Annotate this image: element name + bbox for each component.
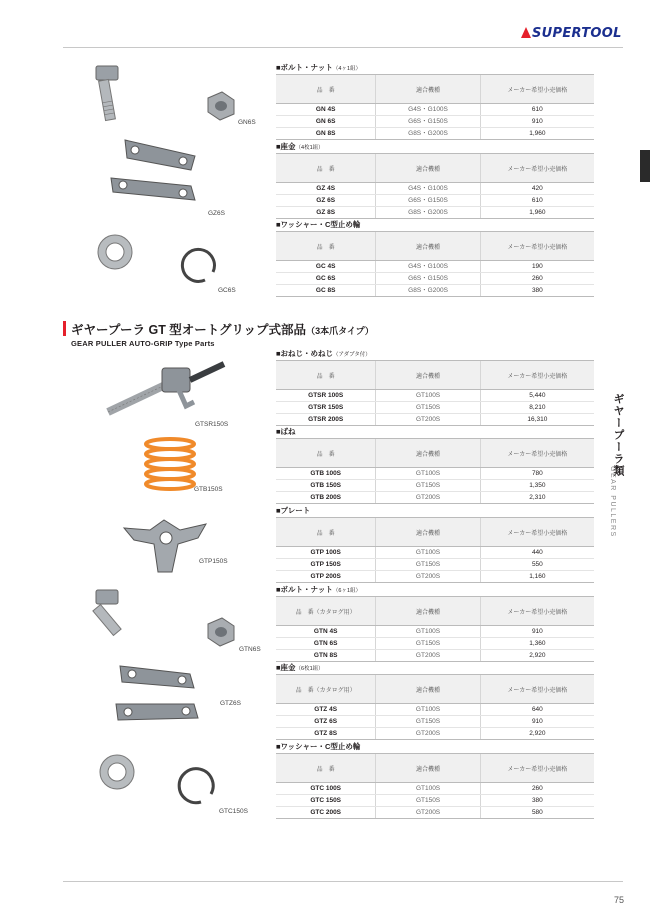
part-number-cell: GZ 6S (276, 195, 376, 207)
part-number-cell: GTN 4S (276, 626, 376, 638)
tri-plate-illustration (120, 514, 210, 578)
column-header: メーカー希望小売価格 (480, 675, 594, 704)
column-header: 品 番 (276, 754, 376, 783)
table-row (276, 116, 594, 128)
price-table (276, 74, 594, 140)
price-cell: 5,440 (480, 390, 594, 402)
table-title-note: （4ヶ1組） (332, 66, 362, 72)
table-row (276, 795, 594, 807)
table-row (276, 716, 594, 728)
column-header: 品 番 (276, 154, 376, 183)
model-cell: G8S・G200S (376, 285, 480, 297)
part-number-cell: GTZ 8S (276, 728, 376, 740)
table-row (276, 492, 594, 504)
model-cell: GT100S (376, 390, 480, 402)
model-cell: G6S・G150S (376, 273, 480, 285)
model-cell: GT200S (376, 492, 480, 504)
parts-table (276, 219, 594, 297)
photo-label-gc6s: GC6S (218, 287, 236, 294)
column-header: 品 番 (276, 361, 376, 390)
price-table (276, 674, 594, 740)
table-row (276, 261, 594, 273)
price-table (276, 596, 594, 662)
table-row (276, 207, 594, 219)
table-row (276, 183, 594, 195)
column-header: メーカー希望小売価格 (480, 597, 594, 626)
table-title (276, 505, 594, 517)
price-table (276, 153, 594, 219)
table-row (276, 728, 594, 740)
model-cell: G8S・G200S (376, 207, 480, 219)
price-cell: 440 (480, 547, 594, 559)
model-cell: G4S・G100S (376, 183, 480, 195)
model-cell: GT100S (376, 547, 480, 559)
table-row (276, 468, 594, 480)
price-cell: 610 (480, 104, 594, 116)
part-number-cell: GC 4S (276, 261, 376, 273)
side-index-tab (640, 150, 650, 182)
parts-table (276, 662, 594, 740)
table-row (276, 273, 594, 285)
part-number-cell: GN 6S (276, 116, 376, 128)
part-number-cell: GTN 6S (276, 638, 376, 650)
column-header: 適合機種 (376, 518, 480, 547)
photo-label-gtc150s: GTC150S (219, 808, 248, 815)
table-title-text: ■座金 (276, 663, 296, 672)
table-title-text: ■ボルト・ナット (276, 63, 333, 72)
price-cell: 910 (480, 626, 594, 638)
washer-cring-gt-illustration (95, 754, 225, 814)
table-row (276, 402, 594, 414)
column-header: 適合機種 (376, 675, 480, 704)
price-table (276, 231, 594, 297)
parts-table (276, 62, 594, 140)
column-header: 適合機種 (376, 232, 480, 261)
model-cell: GT100S (376, 626, 480, 638)
model-cell: GT200S (376, 728, 480, 740)
table-header-row (276, 754, 594, 783)
column-header: メーカー希望小売価格 (480, 361, 594, 390)
part-number-cell: GTP 150S (276, 559, 376, 571)
column-header: 適合機種 (376, 439, 480, 468)
table-row (276, 390, 594, 402)
parts-table (276, 505, 594, 583)
part-number-cell: GC 6S (276, 273, 376, 285)
table-row (276, 626, 594, 638)
table-title-note: （アダプタ付） (333, 352, 371, 358)
price-cell: 610 (480, 195, 594, 207)
photo-label-gtn6s: GTN6S (239, 646, 261, 653)
section-title-jp-note: （3本爪タイプ） (306, 326, 374, 336)
part-number-cell: GTB 150S (276, 480, 376, 492)
price-cell: 780 (480, 468, 594, 480)
price-cell: 550 (480, 559, 594, 571)
table-header-row (276, 439, 594, 468)
table-header-row (276, 75, 594, 104)
table-title-text: ■プレート (276, 506, 311, 515)
table-row (276, 480, 594, 492)
table-title-text: ■ワッシャー・C型止め輪 (276, 220, 361, 229)
price-table (276, 360, 594, 426)
photo-label-gtb150s: GTB150S (194, 486, 223, 493)
column-header: メーカー希望小売価格 (480, 754, 594, 783)
price-cell: 190 (480, 261, 594, 273)
table-row (276, 195, 594, 207)
photo-label-gtsr150s: GTSR150S (195, 421, 229, 428)
part-number-cell: GN 8S (276, 128, 376, 140)
column-header: メーカー希望小売価格 (480, 154, 594, 183)
part-number-cell: GTZ 4S (276, 704, 376, 716)
table-title (276, 62, 594, 74)
table-title (276, 348, 594, 360)
photo-label-gtz6s: GTZ6S (220, 700, 241, 707)
washer-plate-illustration (105, 130, 215, 220)
price-table (276, 753, 594, 819)
table-row (276, 285, 594, 297)
column-header: 適合機種 (376, 75, 480, 104)
column-header: 品 番 (276, 518, 376, 547)
table-title (276, 662, 594, 674)
parts-table (276, 141, 594, 219)
table-title (276, 426, 594, 438)
part-number-cell: GTC 100S (276, 783, 376, 795)
table-row (276, 571, 594, 583)
model-cell: G4S・G100S (376, 104, 480, 116)
price-cell: 2,920 (480, 650, 594, 662)
price-cell: 2,310 (480, 492, 594, 504)
table-title-note: （4枚1組） (295, 145, 324, 151)
column-header: 品 番 (276, 232, 376, 261)
model-cell: G4S・G100S (376, 261, 480, 273)
model-cell: GT200S (376, 571, 480, 583)
price-cell: 1,360 (480, 638, 594, 650)
price-cell: 910 (480, 716, 594, 728)
column-header: 品 番 (276, 439, 376, 468)
column-header: 品 番 (276, 75, 376, 104)
column-header: メーカー希望小売価格 (480, 518, 594, 547)
table-title (276, 741, 594, 753)
part-number-cell: GTZ 6S (276, 716, 376, 728)
model-cell: GT150S (376, 638, 480, 650)
model-cell: GT150S (376, 795, 480, 807)
section-title-jp (71, 320, 374, 338)
part-number-cell: GTB 200S (276, 492, 376, 504)
price-cell: 1,960 (480, 207, 594, 219)
threaded-adapter-illustration (100, 362, 230, 422)
table-title (276, 219, 594, 231)
bolt-nut-gt-illustration (90, 584, 240, 664)
part-number-cell: GTN 8S (276, 650, 376, 662)
model-cell: GT200S (376, 807, 480, 819)
price-cell: 420 (480, 183, 594, 195)
table-title-text: ■ばね (276, 427, 296, 436)
part-number-cell: GN 4S (276, 104, 376, 116)
table-title-text: ■おねじ・めねじ (276, 349, 334, 358)
column-header: 適合機種 (376, 754, 480, 783)
parts-table (276, 741, 594, 819)
column-header: メーカー希望小売価格 (480, 232, 594, 261)
part-number-cell: GTP 200S (276, 571, 376, 583)
price-cell: 1,160 (480, 571, 594, 583)
photo-label-gn6s: GN6S (238, 119, 256, 126)
table-row (276, 807, 594, 819)
header-rule (63, 47, 623, 48)
photo-label-gtp150s: GTP150S (199, 558, 228, 565)
price-cell: 640 (480, 704, 594, 716)
model-cell: GT150S (376, 559, 480, 571)
model-cell: GT100S (376, 783, 480, 795)
table-row (276, 559, 594, 571)
column-header: 品 番（カタログ用） (276, 597, 376, 626)
table-header-row (276, 154, 594, 183)
column-header: 品 番（カタログ用） (276, 675, 376, 704)
part-number-cell: GTSR 150S (276, 402, 376, 414)
brand-logo (521, 26, 622, 41)
table-header-row (276, 518, 594, 547)
price-cell: 1,350 (480, 480, 594, 492)
column-header: メーカー希望小売価格 (480, 75, 594, 104)
brand-text: SUPERTOOL (532, 26, 622, 41)
column-header: 適合機種 (376, 597, 480, 626)
washer-plate-gt-illustration (110, 660, 210, 730)
part-number-cell: GTSR 200S (276, 414, 376, 426)
table-header-row (276, 361, 594, 390)
part-number-cell: GTC 200S (276, 807, 376, 819)
table-row (276, 783, 594, 795)
part-number-cell: GZ 8S (276, 207, 376, 219)
table-title-text: ■座金 (276, 142, 296, 151)
page-number: 75 (614, 895, 625, 905)
table-row (276, 128, 594, 140)
price-cell: 8,210 (480, 402, 594, 414)
table-header-row (276, 597, 594, 626)
table-row (276, 547, 594, 559)
model-cell: GT200S (376, 650, 480, 662)
logo-triangle-icon (521, 27, 531, 38)
model-cell: G6S・G150S (376, 195, 480, 207)
price-cell: 380 (480, 795, 594, 807)
table-title (276, 584, 594, 596)
photo-label-gz6s: GZ6S (208, 210, 225, 217)
table-title-note: （6枚1組） (295, 666, 324, 672)
price-cell: 2,920 (480, 728, 594, 740)
part-number-cell: GTB 100S (276, 468, 376, 480)
price-table (276, 438, 594, 504)
part-number-cell: GTC 150S (276, 795, 376, 807)
price-cell: 260 (480, 783, 594, 795)
price-cell: 1,960 (480, 128, 594, 140)
table-row (276, 104, 594, 116)
model-cell: G8S・G200S (376, 128, 480, 140)
washer-cring-illustration (95, 232, 225, 292)
column-header: 適合機種 (376, 361, 480, 390)
table-row (276, 638, 594, 650)
parts-table (276, 348, 594, 426)
column-header: 適合機種 (376, 154, 480, 183)
table-header-row (276, 675, 594, 704)
parts-table (276, 584, 594, 662)
model-cell: G6S・G150S (376, 116, 480, 128)
table-title-text: ■ボルト・ナット (276, 585, 333, 594)
section-title-jp-text: ギヤープーラ GT 型オートグリップ式部品 (71, 323, 307, 337)
model-cell: GT100S (376, 704, 480, 716)
footer-rule (63, 881, 623, 882)
model-cell: GT200S (376, 414, 480, 426)
part-number-cell: GZ 4S (276, 183, 376, 195)
side-category-jp: ギヤープーラ類 (612, 393, 624, 477)
table-title (276, 141, 594, 153)
side-category-en: GEAR PULLERS (609, 466, 616, 538)
model-cell: GT100S (376, 468, 480, 480)
column-header: メーカー希望小売価格 (480, 439, 594, 468)
table-title-note: （6ヶ1組） (332, 588, 362, 594)
table-row (276, 650, 594, 662)
parts-table (276, 426, 594, 504)
price-cell: 260 (480, 273, 594, 285)
model-cell: GT150S (376, 402, 480, 414)
part-number-cell: GTSR 100S (276, 390, 376, 402)
price-cell: 910 (480, 116, 594, 128)
section-title-en: GEAR PULLER AUTO-GRIP Type Parts (71, 339, 215, 348)
table-header-row (276, 232, 594, 261)
price-table (276, 517, 594, 583)
price-cell: 16,310 (480, 414, 594, 426)
part-number-cell: GTP 100S (276, 547, 376, 559)
model-cell: GT150S (376, 480, 480, 492)
table-row (276, 704, 594, 716)
model-cell: GT150S (376, 716, 480, 728)
price-cell: 380 (480, 285, 594, 297)
part-number-cell: GC 8S (276, 285, 376, 297)
title-accent-bar (63, 321, 66, 336)
spring-illustration (140, 436, 200, 496)
price-cell: 580 (480, 807, 594, 819)
table-title-text: ■ワッシャー・C型止め輪 (276, 742, 361, 751)
table-row (276, 414, 594, 426)
